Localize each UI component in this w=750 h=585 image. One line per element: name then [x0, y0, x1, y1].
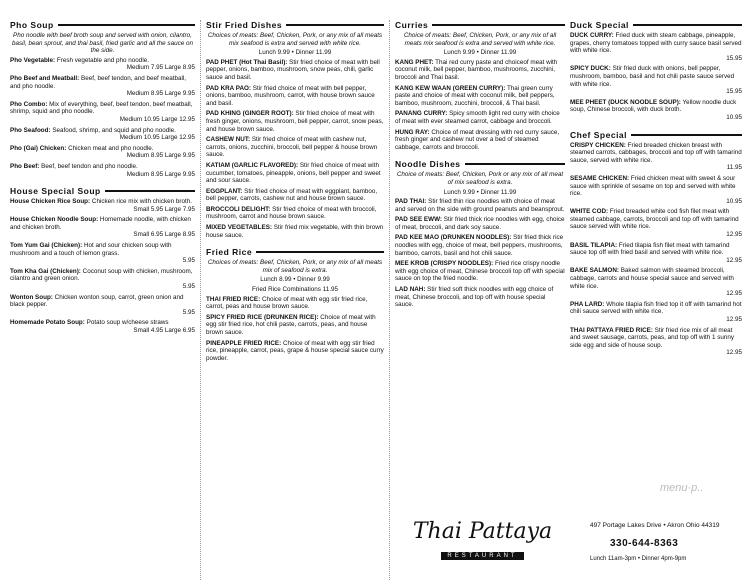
menu-column-1	[10, 20, 195, 343]
menu-item-description: Hot and sour chicken soup with mushroom and a touch of lemon grass.	[10, 242, 172, 257]
menu-item-name: PINEAPPLE FRIED RICE:	[206, 339, 282, 347]
chef-special-title: Chef Special	[570, 129, 628, 140]
house-special-soup-title: House Special Soup	[10, 186, 101, 197]
section-title	[206, 247, 384, 257]
menu-item	[10, 319, 195, 334]
menu-item-description: Stir fried choice of meat with fresh ginger, onions, mushroom, bell pepper, carrot, snow peas, and house brown sauce.	[206, 110, 384, 133]
section-intro: Choice of meats: Beef, Chicken, Pork or any mix of all meat of mix seafood is extra.	[396, 171, 564, 186]
menu-item-description: Stir fried choice of meat with cashew nut, carrots, onions, zucchini, broccoli, bell pepper & house brown sauce.	[206, 136, 378, 159]
menu-item-name: PAD KRA PAO:	[206, 84, 252, 92]
logo-name: Thai Pattaya	[412, 519, 553, 544]
menu-item	[10, 127, 195, 142]
house-special-soup-section	[10, 186, 195, 335]
menu-item-description: Chicken meat and pho noodle.	[66, 144, 154, 152]
menu-item	[10, 268, 195, 291]
menu-item-name: BROCCOLI DELIGHT:	[206, 205, 271, 213]
menu-item	[206, 136, 384, 159]
menu-item-name: Homemade Potato Soup:	[10, 319, 85, 327]
menu-item	[206, 188, 384, 203]
section-intro: Choice of meats: Beef, Chicken, Pork, or any mix of all meats mix seafood is extra and served with white rice.	[403, 32, 557, 47]
menu-item-description: Thai red curry paste and choiceof meat with coconut milk, bell pepper, bamboo, mushrooms, zucchini, broccoli and Thai basil.	[395, 58, 558, 81]
menu-item-description: Choice of meat with egg stir fried rice, carrot, peas and house brown sauce.	[206, 295, 368, 311]
menu-item	[10, 75, 195, 98]
menu-item	[206, 340, 384, 363]
menu-item-name: PAD KEE MAO (DRUNKEN NOODLES):	[395, 234, 512, 242]
restaurant-logo	[395, 520, 570, 562]
menu-item	[206, 296, 384, 311]
duck-special-section	[570, 20, 742, 122]
menu-item-description: Stir fried choice of meat with broccoli, mushroom, carrot and house brown sauce.	[206, 205, 377, 221]
menu-item	[395, 85, 565, 108]
fried-rice-title: Fried Rice	[206, 247, 253, 258]
menu-item-name: PHA LARD:	[570, 300, 605, 308]
menu-item-description: Chicken wonton soup, carrot, green onion and black pepper.	[10, 293, 184, 309]
menu-item-name: PANANG CURRY:	[395, 110, 448, 118]
menu-item-description: Baked salmon with steamed broccoli, cabbage, carrots and house special sauce and served with white rice.	[570, 267, 734, 290]
menu-item-description: Choice of meat dressing with red curry sauce, fresh ginger and cashew nut over a bed of steamed cabbage, carrots and broccoli.	[395, 128, 560, 151]
section-intro: Choices of meats: Beef, Chicken, Pork, or any mix of all meats mix seafood is extra and served with white rice.	[207, 32, 383, 47]
menu-item-price: 10.95	[726, 197, 742, 205]
menu-item	[395, 260, 565, 283]
menu-item-name: MIXED VEGETABLES:	[206, 224, 273, 232]
menu-item-price: Medium 10.95 Large 12.95	[119, 115, 195, 123]
section-intro: Pho noodle with beef broth soup and served with onion, cilantro, basil, bean sprout, and thai basil, fried garlic and all the sauce on the side.	[12, 32, 193, 55]
menu-column-2	[206, 20, 384, 370]
menu-item	[206, 59, 384, 82]
menu-item	[570, 99, 742, 122]
menu-item-price: 12.95	[726, 256, 742, 264]
menu-item	[206, 224, 384, 239]
menu-item-name: CRISPY CHICKEN:	[570, 141, 626, 149]
menu-item-name: HUNG RAY:	[395, 128, 430, 136]
menu-item-description: Stir fried soft thick noodles with egg choice of meat, Chinese broccoli, and top off with house special sauce.	[395, 286, 554, 309]
menu-item	[570, 242, 742, 265]
menu-item	[10, 216, 195, 239]
menu-item	[10, 57, 195, 72]
menu-item-description: Stir fried choice of meat with bell pepper, onions, bamboo, mushroom, carrot, with house brown sauce and basil.	[206, 84, 375, 107]
menu-item-description: Spicy smooth light red curry with choice of meat with ever steamed carrot, cabbage and broccoli.	[395, 110, 560, 125]
noodle-section	[395, 159, 565, 309]
menu-item-name: House Chicken Rice Soup:	[10, 198, 91, 206]
menu-item-description: Stir fried duck with onions, bell pepper, mushroom, bamboo, basil and hot chili paste sauce served with white rice.	[570, 65, 735, 88]
menu-item-name: Pho Vegetable:	[10, 56, 56, 64]
menu-item-name: SESAME CHICKEN:	[570, 174, 630, 182]
menu-item	[10, 145, 195, 160]
curries-section	[395, 20, 565, 151]
menu-item-description: Fried duck with steam cabbage, pineapple, grapes, cherry tomatoes topped with curry sauce basil served with white rice.	[570, 32, 742, 55]
menu-item-price: Medium 7.95 Large 8.95	[126, 64, 195, 72]
phone-number: 330-644-8363	[610, 538, 679, 549]
menu-item-name: KATIAM (GARLIC FLAVORED):	[206, 161, 299, 169]
menu-item-name: PAD KHING (GINGER ROOT):	[206, 110, 294, 118]
menu-item	[570, 327, 742, 357]
stir-fried-section	[206, 20, 384, 239]
menu-item-price: Small 6.95 Large 8.95	[133, 231, 195, 239]
menu-item-description: Chicken rice mix with chicken broth.	[90, 198, 192, 206]
menu-item-price: Medium 8.95 Large 9.95	[126, 90, 195, 98]
menu-item-name: Pho Beef:	[10, 162, 40, 170]
noodle-title: Noodle Dishes	[395, 159, 461, 170]
menu-item	[10, 294, 195, 317]
menu-item-name: House Chicken Noodle Soup:	[10, 216, 99, 224]
menu-item-name: EGGPLANT:	[206, 187, 243, 195]
menu-item-name: Pho (Gai) Chicken:	[10, 144, 67, 152]
menu-item-description: Beef, beef tendon and pho noodle.	[39, 162, 138, 170]
menu-item	[10, 101, 195, 124]
column-divider	[200, 20, 201, 580]
menu-item-description: Stir fried choice of meat with bell pepper, onions, bamboo, mushroom, snow peas, chili, garlic sauce and basil.	[206, 58, 380, 81]
menu-item-description: Stir fried thin rice noodles with choice of meat and served on the side with ground peanuts and beansprout.	[395, 198, 565, 213]
section-title	[206, 20, 384, 30]
menu-column-4	[570, 20, 742, 365]
menu-item	[570, 65, 742, 95]
menu-item-name: THAI PATTAYA FRIED RICE:	[570, 326, 653, 334]
menu-item-price: Medium 8.95 Large 9.95	[126, 152, 195, 160]
menu-item	[570, 301, 742, 324]
menu-item	[10, 242, 195, 265]
section-title	[395, 159, 565, 169]
menu-item-name: Wonton Soup:	[10, 293, 53, 301]
section-title	[10, 186, 195, 196]
menu-item-name: Pho Seafood:	[10, 126, 51, 134]
menu-item-name: Tom Yum Gai (Chicken):	[10, 242, 83, 250]
fried-rice-section	[206, 247, 384, 362]
menu-item	[570, 32, 742, 62]
menu-item	[206, 162, 384, 185]
menu-item-name: Pho Combo:	[10, 100, 48, 108]
menu-item-name: CASHEW NUT:	[206, 136, 251, 144]
menu-item	[570, 175, 742, 205]
menu-item-description: Fried rice crispy noodle with egg choice of meat, Chinese broccoli top off with special sauce on top the fried noodle.	[395, 260, 565, 283]
logo-subtitle: RESTAURANT	[441, 552, 523, 560]
menu-item-price: 15.95	[726, 88, 742, 96]
menu-item-name: MEE KROB (CRISPY NOODLES):	[395, 260, 494, 268]
menu-column-3	[395, 20, 565, 317]
menu-item-description: Stir fried mix vegetable, with thin brown house sauce.	[206, 224, 384, 239]
menu-item-price: 10.95	[726, 113, 742, 121]
section-title	[570, 20, 742, 30]
menu-item-name: THAI FRIED RICE:	[206, 295, 261, 303]
menu-item	[206, 85, 384, 108]
menu-item-description: Fried tilapia fish filet meat with tamarind sauce top off with fried basil and served with white rice.	[570, 241, 730, 257]
menu-item-price: 12.95	[726, 349, 742, 357]
menu-item-description: Whole tilapia fish fried top it off with tamarind hot chili sauce served with white rice.	[570, 300, 742, 316]
menu-item-description: Choice of meat with egg stir fried rice, hot chili paste, carrots, peas, and house brown sauce.	[206, 313, 376, 336]
menu-item-description: Choice of meat with egg stir fried rice, pineapple, carrot, peas, grape & house special sauce curry powder.	[206, 339, 384, 362]
menu-item-price: 5.95	[182, 283, 195, 291]
menu-item	[395, 286, 565, 309]
pho-soup-section	[10, 20, 195, 178]
menu-item-description: Stir fried thick rice noodles with egg, choice of meat, bell peppers, mushrooms, bamboo, carrots, basil and hot chili sauce.	[395, 234, 564, 257]
hours: Lunch 11am-3pm • Dinner 4pm-9pm	[590, 556, 687, 562]
menu-item-name: Pho Beef and Meatball:	[10, 74, 80, 82]
menu-item-name: DUCK CURRY:	[570, 32, 614, 39]
menu-item	[395, 216, 565, 231]
section-title	[10, 20, 195, 30]
menu-item	[206, 314, 384, 337]
section-price: Lunch 9.99 • Dinner 11.99	[443, 188, 517, 196]
menu-item-description: Stir fried choice of meat with cucumber, tomatoes, pineapple, onions, bell pepper and sweet and sour sauce.	[206, 161, 381, 185]
menu-item-description: Thai green curry paste and choice of meat with coconut milk, bell peppers, bamboo, mushroom, zucchini, broccoli, & Thai basil.	[395, 84, 555, 107]
menu-item	[206, 206, 384, 221]
curries-title: Curries	[395, 20, 429, 30]
menu-item-price: 11.95	[726, 164, 742, 172]
menu-item-description: Stir fried choice of meat with eggplant, bamboo, bell pepper, carrots, cashew nut and house brown sauce.	[206, 187, 378, 203]
pho-soup-title: Pho Soup	[10, 20, 54, 30]
menu-item-description: Fried breaded white cod fish filet meat with steamed cabbage, carrots, broccoli and top off with tamarind sauce served with white rice.	[570, 208, 739, 231]
section-price: Lunch 9.99 • Dinner 11.99	[258, 49, 332, 57]
section-intro: Choices of meats: Beef, Chicken, Pork, or any mix of all meats mix of seafood is extra.	[207, 259, 383, 274]
column-divider	[389, 20, 390, 580]
menu-item	[395, 110, 565, 125]
address: 497 Portage Lakes Drive • Akron Ohio 44319	[590, 522, 720, 529]
menu-item-description: Yellow noodle duck soup, Chinese broccoli, with duck broth.	[570, 98, 737, 114]
menu-item	[206, 110, 384, 133]
menu-item-description: Stir fried rice mix of all meat and sweet sausage, carrots, peas, and top off with 1 sunny side egg and side of house soup.	[570, 326, 735, 349]
menu-item-price: 5.95	[182, 257, 195, 265]
chef-special-section	[570, 130, 742, 357]
menu-item-price: Small 4.95 Large 6.95	[133, 327, 195, 334]
section-price: Lunch 9.99 • Dinner 11.99	[443, 49, 517, 57]
menu-item-price: 12.95	[726, 290, 742, 298]
menu-item-name: BAKE SALMON:	[570, 267, 619, 275]
menu-item-name: MEE PHEET (DUCK NOODLE SOUP):	[570, 98, 681, 106]
menu-item-name: KANG PHET:	[395, 58, 434, 66]
menu-item	[570, 208, 742, 238]
menu-item-description: Fried chicken meat with sweet & sour sauce with sprinkle of sesame on top and served with white rice.	[570, 174, 736, 198]
menu-item-price: Small 5.95 Large 7.95	[133, 205, 195, 213]
menu-item-description: Stir fried thick rice noodles with egg, choice of meat, broccoli, and dark soy sauce.	[395, 216, 565, 231]
menu-item-name: WHITE COD:	[570, 208, 609, 216]
section-title	[570, 130, 742, 140]
section-price: Lunch 8.99 • Dinner 9.99	[260, 276, 330, 284]
menu-item	[395, 59, 565, 82]
menu-item-name: PAD SEE EWW:	[395, 216, 442, 224]
menu-item-name: PAD PHET (Hot Thai Basil):	[206, 58, 288, 66]
menu-item-name: SPICY FRIED RICE (DRUNKEN RICE):	[206, 313, 319, 321]
menu-item-price: 5.95	[182, 308, 195, 316]
menu-item	[570, 267, 742, 297]
menu-item-name: PAD THAI:	[395, 198, 427, 206]
menu-item-description: Homemade noodle, with chicken and chicken broth.	[10, 216, 191, 231]
menu-item	[395, 129, 565, 152]
menu-item-name: KANG KEW WAAN (GREEN CURRY):	[395, 84, 506, 92]
menu-item-description: Fresh vegetable and pho noodle.	[55, 56, 149, 64]
menu-item-price: Medium 8.95 Large 9.95	[126, 170, 195, 178]
menu-item-description: Fried breaded chicken breast with steamed carrots, cabbages, broccoli and top off with tamarind sauce, served with white rice.	[570, 141, 742, 164]
section-title	[395, 20, 565, 30]
menu-item-price: 12.95	[726, 316, 742, 323]
menu-item-price: 15.95	[726, 54, 742, 62]
watermark: menu·p..	[660, 482, 704, 494]
menu-item	[570, 142, 742, 172]
menu-item	[10, 198, 195, 213]
menu-item	[395, 198, 565, 213]
menu-item-description: Coconut soup with chicken, mushroom, cilantro and green onion.	[10, 267, 193, 283]
menu-item-price: 12.95	[726, 231, 742, 239]
menu-item-name: BASIL TILAPIA:	[570, 241, 618, 249]
duck-special-title: Duck Special	[570, 20, 629, 30]
menu-item-description: Mix of everything, beef, beef tendon, beef meatball, shrimp, squid and pho noodle.	[10, 100, 193, 116]
menu-item-name: LAD NAH:	[395, 286, 426, 294]
stir-fried-title: Stir Fried Dishes	[206, 20, 283, 30]
menu-item-description: Beef, beef tendon, and beef meatball, and pho noodle.	[10, 74, 187, 90]
menu-item-description: Seafood, shrimp, and squid and pho noodle.	[50, 126, 176, 134]
menu-item-name: SPICY DUCK:	[570, 65, 611, 73]
section-price-combo: Fried Rice Combinations 11.95	[252, 286, 338, 294]
menu-item	[395, 234, 565, 257]
menu-item-price: Medium 10.95 Large 12.95	[119, 134, 195, 142]
menu-item	[10, 163, 195, 178]
menu-item-description: Potato soup w/cheese straws	[84, 319, 169, 327]
menu-item-name: Tom Kha Gai (Chicken):	[10, 267, 81, 275]
